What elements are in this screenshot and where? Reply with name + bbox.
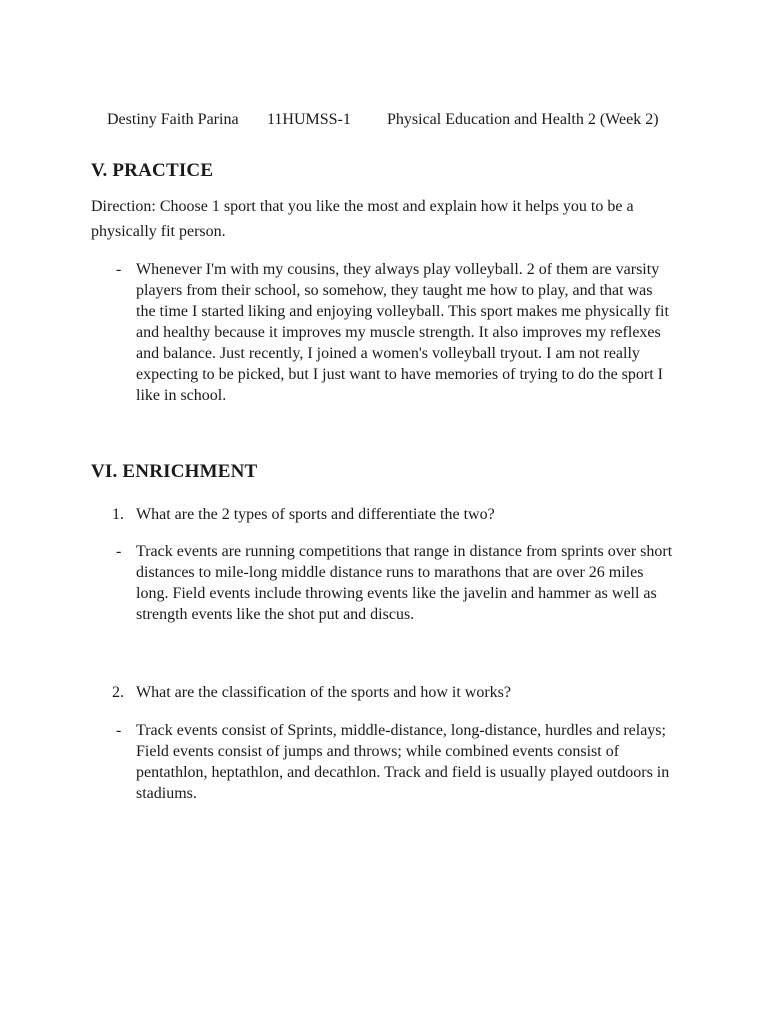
answer-item-2	[116, 720, 676, 804]
answer-text: Track events are running competitions that range in distance from sprints over short distances to mile-long middle distance runs to marathons that are over 26 miles long. Field events include throwing events like the javelin and hammer as well as strength events like the shot put and discus.	[136, 543, 673, 623]
document-header	[91, 93, 659, 147]
question-text: What are the classification of the sports and how it works?	[136, 684, 511, 701]
question-item-1	[112, 504, 672, 525]
answer-text: Track events consist of Sprints, middle-distance, long-distance, hurdles and relays; Field events consist of jumps and throws; while combined events consist of pentathlon, heptathlon, and decathlon. Track and field is usually played outdoors in stadiums.	[136, 722, 670, 802]
bullet-marker: -	[116, 261, 122, 278]
practice-answer-item	[116, 259, 676, 406]
student-name: Destiny Faith Parina	[107, 111, 239, 128]
enrichment-heading: VI. ENRICHMENT	[91, 461, 258, 482]
practice-direction: Direction: Choose 1 sport that you like the most and explain how it helps you to be a physically fit person.	[91, 198, 634, 240]
practice-heading: V. PRACTICE	[91, 160, 214, 181]
class-section: 11HUMSS-1	[267, 111, 351, 128]
subject-title: Physical Education and Health 2 (Week 2)	[387, 111, 659, 128]
question-number: 2.	[112, 684, 124, 701]
question-text: What are the 2 types of sports and differentiate the two?	[136, 506, 495, 523]
bullet-marker: -	[116, 722, 122, 739]
answer-item-1	[116, 541, 676, 625]
practice-answer: Whenever I'm with my cousins, they always play volleyball. 2 of them are varsity players from their school, so somehow, they taught me how to play, and that was the time I started liking and enjoying volleyball. This sport makes me physically fit and healthy because it improves my muscle strength. It also improves my reflexes and balance. Just recently, I joined a women's volleyball tryout. I am not really expecting to be picked, but I just want to have memories of trying to do the sport I like in school.	[136, 261, 669, 404]
question-item-2	[112, 682, 672, 703]
bullet-marker: -	[116, 543, 122, 560]
question-number: 1.	[112, 506, 124, 523]
